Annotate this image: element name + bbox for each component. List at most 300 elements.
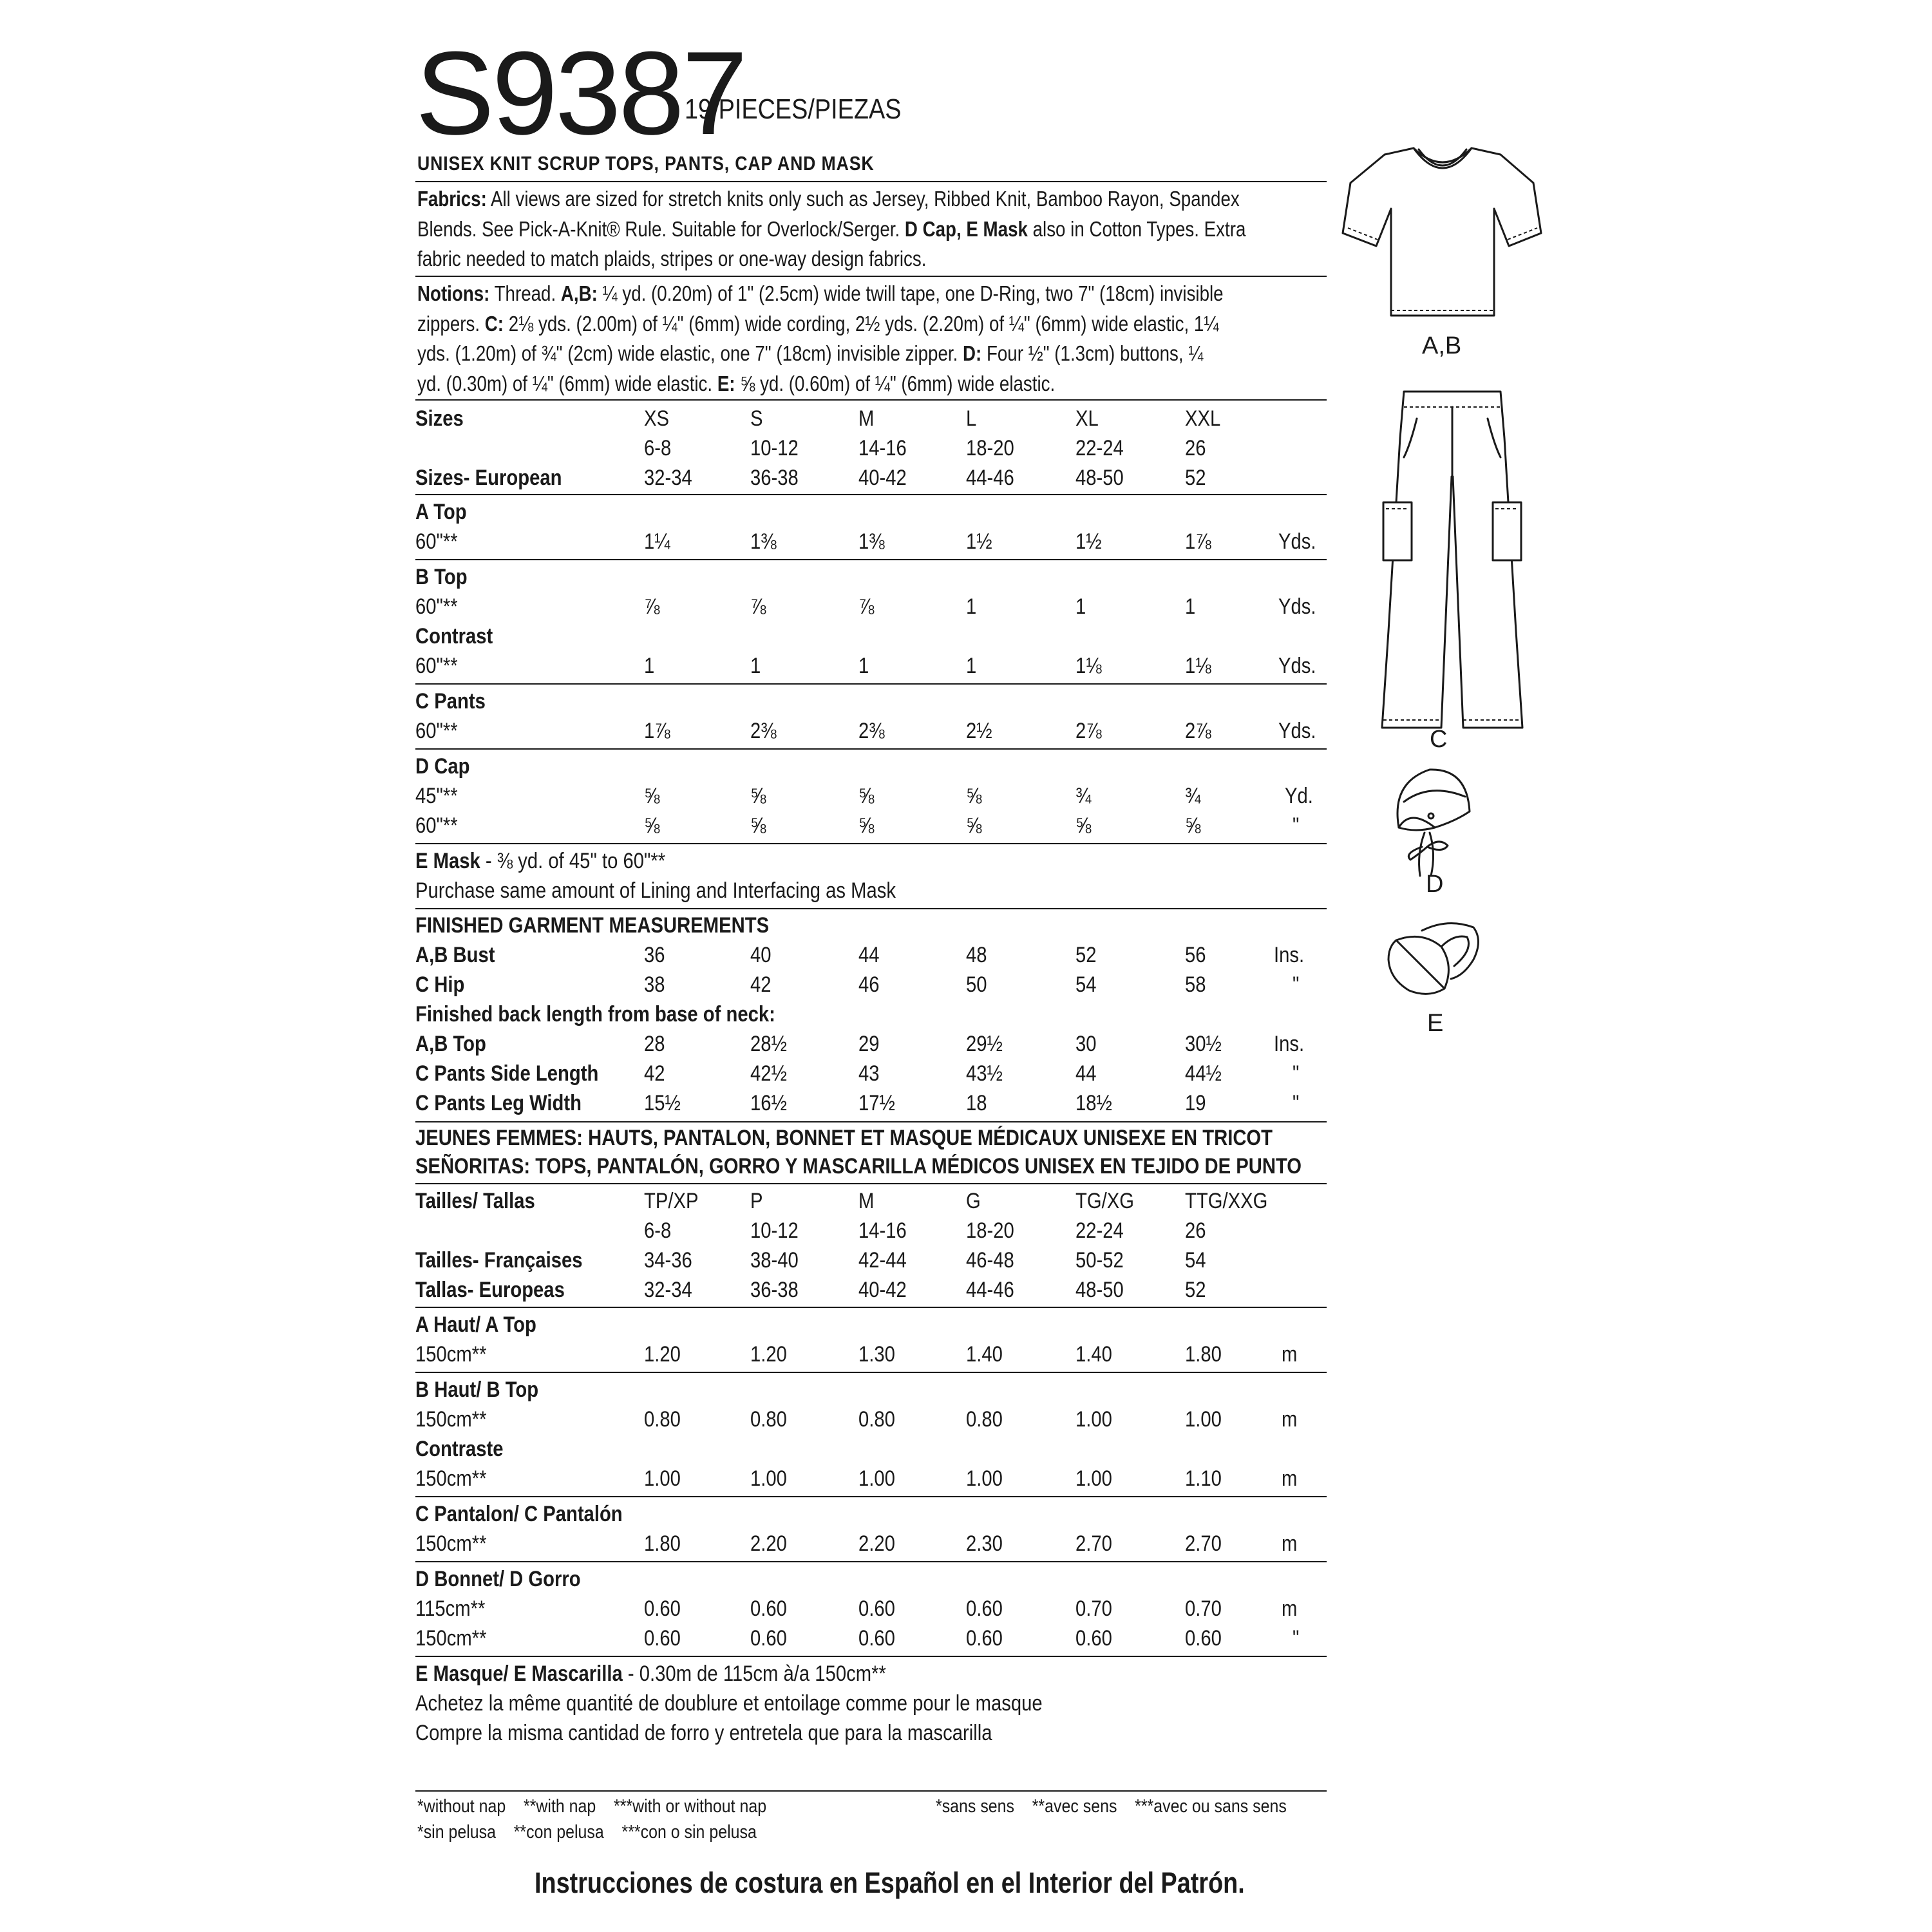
unit-label: Yds. <box>1278 719 1316 743</box>
yardage-cell: 1 <box>966 594 977 619</box>
size-cell: 26 <box>1185 1218 1206 1243</box>
fabrics-line-3: fabric needed to match plaids, stripes or one-way design fabrics. <box>417 247 927 270</box>
yardage-cell: 2⅞ <box>1185 719 1211 743</box>
view-label-ab: A,B <box>1422 332 1462 359</box>
measurement-cell: 42 <box>644 1061 665 1086</box>
measurement-cell: 43½ <box>966 1061 1003 1086</box>
measurement-cell: 50 <box>966 972 987 997</box>
meterage-cell: 0.60 <box>1185 1626 1222 1651</box>
divider <box>415 1121 1327 1122</box>
yardage-cell: 1 <box>1075 594 1086 619</box>
notions-text: Four ½" (1.3cm) buttons, ¼ <box>986 341 1204 365</box>
size-cell: 26 <box>1185 436 1206 460</box>
measurement-cell: 36 <box>644 943 665 967</box>
measurement-cell: 48 <box>966 943 987 967</box>
meterage-cell: 1.00 <box>1075 1466 1112 1491</box>
measurement-cell: 44 <box>1075 1061 1097 1086</box>
notions-text: yd. (0.30m) of ¼" (6mm) wide elastic. <box>417 371 713 395</box>
fabric-width: 150cm** <box>415 1531 487 1556</box>
finished-measurements-title: FINISHED GARMENT MEASUREMENTS <box>415 913 770 938</box>
meterage-cell: 2.70 <box>1075 1531 1112 1556</box>
unit-label: Ins. <box>1274 1032 1305 1056</box>
b-top-heading <box>415 562 1327 592</box>
fabric-width: 150cm** <box>415 1407 487 1432</box>
meterage-cell: 0.70 <box>1075 1596 1112 1621</box>
pattern-title: UNISEX KNIT SCRUP TOPS, PANTS, CAP AND MASK <box>417 152 875 175</box>
size-cell: 36-38 <box>750 466 799 490</box>
size-cell: M <box>858 406 875 431</box>
ab-top-length-row <box>415 1029 1327 1059</box>
measurement-cell: 58 <box>1185 972 1206 997</box>
fabric-width: 150cm** <box>415 1342 487 1367</box>
measurement-cell: 28 <box>644 1032 665 1056</box>
size-cell: 38-40 <box>750 1248 799 1273</box>
measurement-cell: 38 <box>644 972 665 997</box>
meterage-cell: 0.60 <box>858 1596 895 1621</box>
yardage-cell: 1 <box>858 654 869 678</box>
size-cell: 52 <box>1185 466 1206 490</box>
spanish-title: SEÑORITAS: TOPS, PANTALÓN, GORRO Y MASCARILLA MÉDICOS UNISEX EN TEJIDO DE PUNTO <box>415 1154 1302 1179</box>
unit-label: Ins. <box>1274 943 1305 967</box>
unit-label: " <box>1293 813 1300 838</box>
e-mask-line <box>415 846 665 876</box>
size-cell: P <box>750 1189 763 1213</box>
measurement-cell: 46 <box>858 972 880 997</box>
meterage-cell: 1.40 <box>1075 1342 1112 1367</box>
e-mask-note: Purchase same amount of Lining and Interfacing as Mask <box>415 878 896 903</box>
meterage-cell: 0.80 <box>858 1407 895 1432</box>
notions-view-e: E: <box>717 371 735 395</box>
yardage-cell: 1⅜ <box>750 529 777 554</box>
yardage-cell: ⅝ <box>1075 813 1092 838</box>
measurement-cell: 16½ <box>750 1091 787 1115</box>
size-cell: M <box>858 1189 875 1213</box>
size-cell: 48-50 <box>1075 1278 1124 1302</box>
meterage-cell: 0.60 <box>750 1626 787 1651</box>
size-cell: 32-34 <box>644 1278 692 1302</box>
intl-sizes-row <box>415 1186 1327 1216</box>
meterage-cell: 1.20 <box>644 1342 681 1367</box>
b-haut-row <box>415 1405 1327 1434</box>
e-mask-label: E Mask <box>415 849 480 873</box>
size-cell: 10-12 <box>750 1218 799 1243</box>
sizes-row <box>415 404 1327 433</box>
size-cell: 46-48 <box>966 1248 1014 1273</box>
yardage-cell: ⅝ <box>644 813 660 838</box>
yardage-cell: ⅞ <box>750 594 766 619</box>
european-sizes-row <box>415 1275 1327 1305</box>
hip-row <box>415 970 1327 999</box>
contraste-label: Contraste <box>415 1437 504 1461</box>
pattern-number: S9387 <box>415 26 746 159</box>
meterage-cell: 1.20 <box>750 1342 787 1367</box>
a-top-heading <box>415 497 1327 527</box>
yardage-cell: 1 <box>750 654 761 678</box>
sizes-european-row <box>415 463 1327 493</box>
measurement-cell: 17½ <box>858 1091 895 1115</box>
divider <box>415 399 1327 401</box>
size-cell: 6-8 <box>644 1218 672 1243</box>
meterage-cell: 0.60 <box>858 1626 895 1651</box>
meterage-cell: 2.20 <box>750 1531 787 1556</box>
size-cell: 18-20 <box>966 436 1014 460</box>
e-masque-label: E Masque/ E Mascarilla <box>415 1662 623 1686</box>
meterage-cell: 1.80 <box>644 1531 681 1556</box>
view-label-d: D <box>1426 871 1444 898</box>
contrast-heading <box>415 621 1327 651</box>
divider <box>415 908 1327 909</box>
yardage-cell: 1⅛ <box>1185 654 1211 678</box>
fabric-width: 60"** <box>415 813 458 838</box>
scrub-top-icon <box>1336 137 1549 323</box>
measurement-cell: 19 <box>1185 1091 1206 1115</box>
unit-label: m <box>1282 1342 1298 1367</box>
size-cell: 14-16 <box>858 436 907 460</box>
measurement-cell: 30 <box>1075 1032 1097 1056</box>
divider <box>415 1561 1327 1562</box>
divider <box>415 1372 1327 1373</box>
yardage-cell: ⅝ <box>966 784 982 808</box>
measurement-cell: 52 <box>1075 943 1097 967</box>
b-top-label: B Top <box>415 565 468 589</box>
measurement-cell: 43 <box>858 1061 880 1086</box>
d-bonnet-label: D Bonnet/ D Gorro <box>415 1567 581 1591</box>
size-cell: S <box>750 406 763 431</box>
leg-width-label: C Pants Leg Width <box>415 1091 582 1115</box>
fabrics-line-2c: also in Cotton Types. Extra <box>1032 216 1246 241</box>
d-cap-45-row <box>415 781 1327 811</box>
fabrics-label: Fabrics: <box>417 187 487 211</box>
spanish-title-row <box>415 1151 1327 1181</box>
meterage-cell: 1.30 <box>858 1342 895 1367</box>
notions-label: Notions: <box>417 281 490 305</box>
e-mask-row <box>415 846 1327 876</box>
a-top-label: A Top <box>415 500 467 524</box>
yardage-cell: ⅝ <box>858 784 875 808</box>
unit-label: Yds. <box>1278 529 1316 554</box>
divider <box>415 683 1327 685</box>
a-haut-row <box>415 1340 1327 1369</box>
divider <box>415 1656 1327 1657</box>
yardage-cell: 1½ <box>966 529 992 554</box>
divider <box>415 559 1327 560</box>
sizes-label: Sizes <box>415 406 464 431</box>
fabric-width: 60"** <box>415 719 458 743</box>
meterage-cell: 2.20 <box>858 1531 895 1556</box>
face-mask-icon <box>1383 914 1486 1005</box>
fabrics-line-2a: Blends. See Pick-A-Knit® Rule. Suitable for Overlock/Serger. <box>417 216 900 241</box>
measurement-cell: 40 <box>750 943 772 967</box>
yardage-cell: ⅝ <box>1185 813 1201 838</box>
e-masque-row <box>415 1659 1327 1689</box>
size-cell: 22-24 <box>1075 436 1124 460</box>
yardage-cell: ⅝ <box>858 813 875 838</box>
meterage-cell: 0.70 <box>1185 1596 1222 1621</box>
d-cap-heading <box>415 752 1327 781</box>
fabric-width: 150cm** <box>415 1466 487 1491</box>
hip-label: C Hip <box>415 972 465 997</box>
fabric-width: 60"** <box>415 654 458 678</box>
unit-label: m <box>1282 1466 1298 1491</box>
measurement-cell: 18 <box>966 1091 987 1115</box>
measurement-cell: 44 <box>858 943 880 967</box>
yardage-cell: 1⅜ <box>858 529 885 554</box>
divider <box>415 1307 1327 1308</box>
notions-view-d: D: <box>962 341 982 365</box>
french-sizes-row <box>415 1245 1327 1275</box>
size-cell: 54 <box>1185 1248 1206 1273</box>
divider <box>415 494 1327 495</box>
size-cell: 40-42 <box>858 466 907 490</box>
size-cell: 18-20 <box>966 1218 1014 1243</box>
intl-sizes-label: Tailles/ Tallas <box>415 1189 535 1213</box>
notions-text: zippers. <box>417 311 480 336</box>
side-length-label: C Pants Side Length <box>415 1061 599 1086</box>
finished-title-row <box>415 911 1327 940</box>
view-label-c: C <box>1430 726 1448 753</box>
yardage-cell: 1 <box>1185 594 1196 619</box>
size-cell: G <box>966 1189 981 1213</box>
contrast-row <box>415 651 1327 681</box>
yardage-cell: 1½ <box>1075 529 1102 554</box>
a-haut-heading <box>415 1310 1327 1340</box>
meterage-cell: 1.00 <box>1185 1407 1222 1432</box>
measurement-cell: 29½ <box>966 1032 1003 1056</box>
d-bonnet-115-row <box>415 1594 1327 1624</box>
sizes-numeric-row <box>415 433 1327 463</box>
yardage-cell: ¾ <box>1185 784 1201 808</box>
meterage-cell: 0.60 <box>644 1626 681 1651</box>
meterage-cell: 0.60 <box>750 1596 787 1621</box>
yardage-cell: ⅝ <box>750 784 766 808</box>
french-title-row <box>415 1123 1327 1153</box>
size-cell: 44-46 <box>966 1278 1014 1302</box>
b-haut-heading <box>415 1375 1327 1405</box>
meterage-cell: 1.00 <box>750 1466 787 1491</box>
french-title: JEUNES FEMMES: HAUTS, PANTALON, BONNET ET MASQUE MÉDICAUX UNISEXE EN TRICOT <box>415 1126 1273 1150</box>
yardage-cell: 2½ <box>966 719 992 743</box>
size-cell: TP/XP <box>644 1189 699 1213</box>
yardage-cell: 1⅞ <box>1185 529 1211 554</box>
bust-row <box>415 940 1327 970</box>
back-length-title: Finished back length from base of neck: <box>415 1002 775 1027</box>
measurement-cell: 28½ <box>750 1032 787 1056</box>
meterage-cell: 0.60 <box>1075 1626 1112 1651</box>
a-top-row <box>415 527 1327 556</box>
yardage-cell: ⅝ <box>966 813 982 838</box>
size-cell: 6-8 <box>644 436 672 460</box>
fabric-width: 60"** <box>415 594 458 619</box>
meterage-cell: 2.30 <box>966 1531 1003 1556</box>
meterage-cell: 0.60 <box>644 1596 681 1621</box>
size-cell: 36-38 <box>750 1278 799 1302</box>
yardage-cell: 1 <box>966 654 977 678</box>
fabric-width: 115cm** <box>415 1596 486 1621</box>
size-cell: 44-46 <box>966 466 1014 490</box>
notions-text: ¼ yd. (0.20m) of 1" (2.5cm) wide twill tape, one D-Ring, two 7" (18cm) invisible <box>602 281 1224 305</box>
notions-paragraph <box>417 279 1224 399</box>
bust-label: A,B Bust <box>415 943 495 967</box>
e-mask-note-row <box>415 876 1327 905</box>
a-haut-label: A Haut/ A Top <box>415 1312 536 1337</box>
unit-label: " <box>1293 1061 1300 1086</box>
size-cell: 32-34 <box>644 466 692 490</box>
yardage-cell: ⅝ <box>750 813 766 838</box>
size-cell: 42-44 <box>858 1248 907 1273</box>
yardage-cell: 1 <box>644 654 655 678</box>
c-pantalon-label: C Pantalon/ C Pantalón <box>415 1502 623 1526</box>
size-cell: TTG/XXG <box>1185 1189 1268 1213</box>
notions-view-c: C: <box>484 311 504 336</box>
meterage-cell: 1.00 <box>1075 1407 1112 1432</box>
measurement-cell: 42½ <box>750 1061 787 1086</box>
meterage-cell: 1.00 <box>644 1466 681 1491</box>
size-cell: 52 <box>1185 1278 1206 1302</box>
e-masque-note-es-row <box>415 1718 1327 1748</box>
meterage-cell: 1.80 <box>1185 1342 1222 1367</box>
size-cell: XS <box>644 406 670 431</box>
divider <box>415 748 1327 750</box>
size-cell: XL <box>1075 406 1099 431</box>
b-haut-label: B Haut/ B Top <box>415 1378 539 1402</box>
yardage-cell: 1⅛ <box>1075 654 1102 678</box>
yardage-cell: 1¼ <box>644 529 670 554</box>
yardage-cell: 2⅜ <box>858 719 885 743</box>
yardage-cell: 2⅜ <box>750 719 777 743</box>
unit-label: " <box>1293 1626 1300 1651</box>
french-sizes-label: Tailles- Françaises <box>415 1248 583 1273</box>
e-masque-note-fr: Achetez la même quantité de doublure et entoilage comme pour le masque <box>415 1691 1043 1716</box>
size-cell: XXL <box>1185 406 1221 431</box>
e-masque-line <box>415 1659 886 1689</box>
notions-text: Thread. <box>494 281 556 305</box>
size-cell: TG/XG <box>1075 1189 1134 1213</box>
piece-count: 19 PIECES/PIEZAS <box>685 93 902 125</box>
unit-label: " <box>1293 972 1300 997</box>
intl-sizes-numeric-row <box>415 1216 1327 1245</box>
meterage-cell: 0.80 <box>750 1407 787 1432</box>
meterage-cell: 1.00 <box>858 1466 895 1491</box>
meterage-cell: 1.10 <box>1185 1466 1222 1491</box>
unit-label: m <box>1282 1531 1298 1556</box>
c-pantalon-heading <box>415 1499 1327 1529</box>
b-top-row <box>415 592 1327 621</box>
d-bonnet-150-row <box>415 1624 1327 1653</box>
size-cell: 10-12 <box>750 436 799 460</box>
notions-text: 2⅛ yds. (2.00m) of ¼" (6mm) wide cording, 2½ yds. (2.20m) of ¼" (6mm) wide elastic, 1¼ <box>508 311 1219 336</box>
footnote-english: *without nap **with nap ***with or without nap <box>417 1796 767 1817</box>
contrast-label: Contrast <box>415 624 493 649</box>
notions-view-ab: A,B: <box>560 281 598 305</box>
e-masque-note-fr-row <box>415 1689 1327 1718</box>
yardage-cell: ⅞ <box>644 594 660 619</box>
measurement-cell: 54 <box>1075 972 1097 997</box>
unit-label: Yd. <box>1285 784 1313 808</box>
measurement-cell: 29 <box>858 1032 880 1056</box>
divider <box>415 1496 1327 1497</box>
unit-label: m <box>1282 1596 1298 1621</box>
size-cell: 22-24 <box>1075 1218 1124 1243</box>
yardage-cell: 2⅞ <box>1075 719 1102 743</box>
d-bonnet-heading <box>415 1564 1327 1594</box>
scrub-cap-icon <box>1385 757 1475 882</box>
divider <box>415 181 1327 182</box>
meterage-cell: 2.70 <box>1185 1531 1222 1556</box>
c-pants-row <box>415 716 1327 746</box>
c-pants-label: C Pants <box>415 689 486 714</box>
c-pants-heading <box>415 687 1327 716</box>
measurement-cell: 15½ <box>644 1091 681 1115</box>
divider <box>415 1790 1327 1792</box>
measurement-cell: 18½ <box>1075 1091 1112 1115</box>
meterage-cell: 0.60 <box>966 1626 1003 1651</box>
meterage-cell: 1.00 <box>966 1466 1003 1491</box>
meterage-cell: 0.80 <box>644 1407 681 1432</box>
measurement-cell: 30½ <box>1185 1032 1222 1056</box>
divider <box>415 276 1327 277</box>
notions-text: ⅝ yd. (0.60m) of ¼" (6mm) wide elastic. <box>740 371 1056 395</box>
fabrics-line-2b: D Cap, E Mask <box>904 216 1028 241</box>
scrub-pants-icon <box>1378 386 1526 734</box>
yardage-cell: ⅝ <box>644 784 660 808</box>
unit-label: m <box>1282 1407 1298 1432</box>
contraste-heading <box>415 1434 1327 1464</box>
side-length-row <box>415 1059 1327 1088</box>
divider <box>415 843 1327 844</box>
c-pantalon-row <box>415 1529 1327 1558</box>
d-cap-label: D Cap <box>415 754 470 779</box>
fabric-width: 60"** <box>415 529 458 554</box>
measurement-cell: 44½ <box>1185 1061 1222 1086</box>
contraste-row <box>415 1464 1327 1493</box>
size-cell: L <box>966 406 977 431</box>
divider <box>415 1183 1327 1184</box>
yardage-cell: ¾ <box>1075 784 1092 808</box>
sizes-european-label: Sizes- European <box>415 466 562 490</box>
size-cell: 48-50 <box>1075 466 1124 490</box>
unit-label: Yds. <box>1278 594 1316 619</box>
d-cap-60-row <box>415 811 1327 840</box>
yardage-cell: ⅞ <box>858 594 875 619</box>
size-cell: 50-52 <box>1075 1248 1124 1273</box>
leg-width-row <box>415 1088 1327 1118</box>
unit-label: " <box>1293 1091 1300 1115</box>
yardage-cell: 1⅞ <box>644 719 670 743</box>
meterage-cell: 1.40 <box>966 1342 1003 1367</box>
e-mask-text: - ⅜ yd. of 45" to 60"** <box>485 849 666 873</box>
fabric-width: 45"** <box>415 784 458 808</box>
measurement-cell: 56 <box>1185 943 1206 967</box>
meterage-cell: 0.80 <box>966 1407 1003 1432</box>
spanish-instructions-note: Instrucciones de costura en Español en el Interior del Patrón. <box>535 1866 1245 1899</box>
size-cell: 14-16 <box>858 1218 907 1243</box>
meterage-cell: 0.60 <box>966 1596 1003 1621</box>
view-label-e: E <box>1427 1010 1444 1037</box>
unit-label: Yds. <box>1278 654 1316 678</box>
e-masque-text: - 0.30m de 115cm à/a 150cm** <box>627 1662 886 1686</box>
e-masque-note-es: Compre la misma cantidad de forro y entretela que para la mascarilla <box>415 1721 992 1745</box>
fabrics-paragraph <box>417 184 1245 274</box>
measurement-cell: 42 <box>750 972 772 997</box>
fabric-width: 150cm** <box>415 1626 487 1651</box>
size-cell: 34-36 <box>644 1248 692 1273</box>
footnote-spanish: *sin pelusa **con pelusa ***con o sin pelusa <box>417 1822 757 1842</box>
ab-top-length-label: A,B Top <box>415 1032 486 1056</box>
european-sizes-label: Tallas- Europeas <box>415 1278 565 1302</box>
size-cell: 40-42 <box>858 1278 907 1302</box>
fabrics-line-1: All views are sized for stretch knits only such as Jersey, Ribbed Knit, Bamboo Rayon, Spandex <box>491 187 1240 211</box>
back-length-title-row <box>415 999 1327 1029</box>
